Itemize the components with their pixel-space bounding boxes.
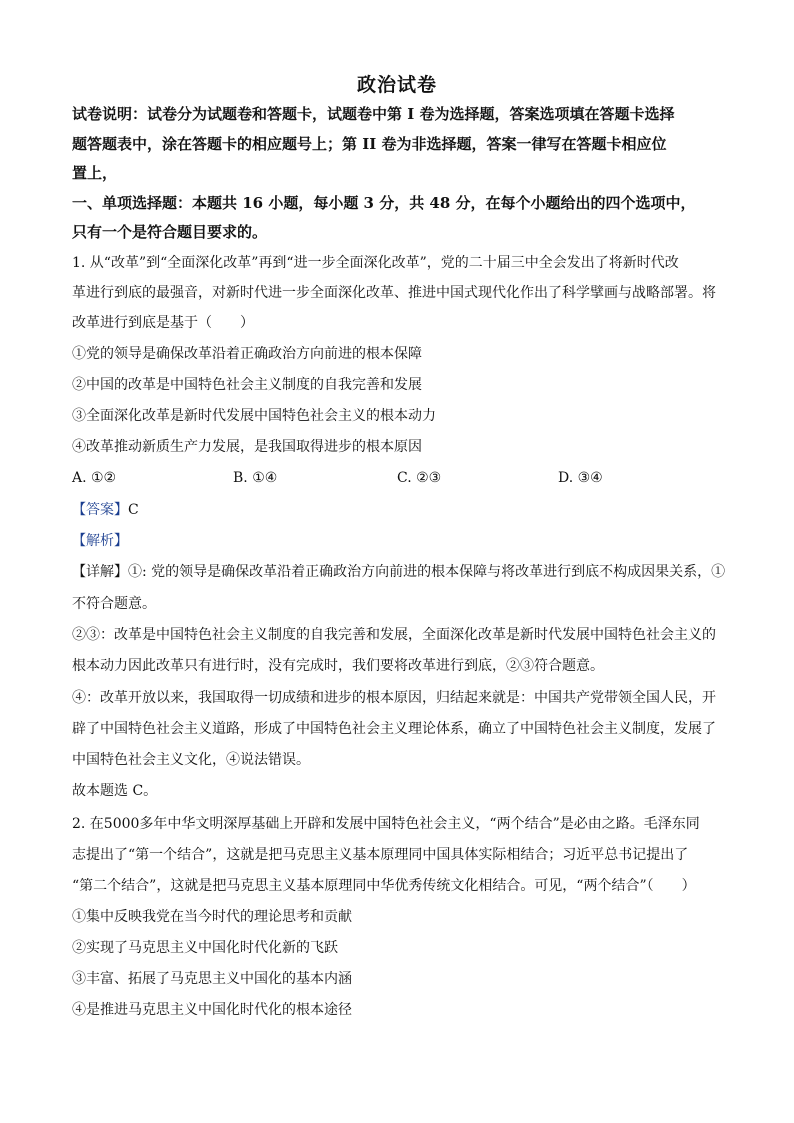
q2-stem-line-2: 志提出了“第一个结合”，这就是把马克思主义基本原理同中国具体实际相结合；习近平总书记提出了 — [72, 847, 689, 863]
q1-detail-line-5: ④：改革开放以来，我国取得一切成绩和进步的根本原因，归结起来就是：中国共产党带领全国人民，开 — [72, 690, 716, 706]
q2-stem-line-1: 2. 在5000多年中华文明深厚基础上开辟和发展中国特色社会主义，“两个结合”是必由之路。毛泽东同 — [72, 816, 700, 832]
q1-conclusion: 故本题选 C。 — [72, 783, 158, 799]
q2-statement-1: ①集中反映我党在当今时代的理论思考和贡献 — [72, 909, 352, 925]
q1-detail-line-3: ②③：改革是中国特色社会主义制度的自我完善和发展，全面深化改革是新时代发展中国特色社会主义的 — [72, 627, 716, 643]
instructions-line-3: 置上， — [72, 164, 118, 182]
q1-option-d: D. ③④ — [558, 470, 603, 486]
q1-option-b: B. ①④ — [233, 470, 278, 486]
detail-tag: 【详解】 — [72, 564, 128, 580]
instructions-line-1: 试卷说明：试卷分为试题卷和答题卡，试题卷中第 I 卷为选择题，答案选项填在答题卡选择 — [72, 105, 675, 123]
section-heading-line-1: 一、单项选择题：本题共 16 小题，每小题 3 分，共 48 分，在每个小题给出的四个选项中， — [72, 194, 696, 212]
q1-detail-line-4: 根本动力因此改革只有进行时，没有完成时，我们要将改革进行到底，②③符合题意。 — [72, 658, 604, 674]
page-title: 政治试卷 — [356, 74, 437, 96]
q1-analysis-tag — [72, 531, 722, 551]
q1-statement-3: ③全面深化改革是新时代发展中国特色社会主义的根本动力 — [72, 408, 436, 424]
q1-stem-line-3: 改革进行到底是基于（ ） — [72, 315, 254, 331]
q1-statement-2: ②中国的改革是中国特色社会主义制度的自我完善和发展 — [72, 377, 422, 393]
q1-detail-line-1 — [72, 562, 726, 582]
q1-statement-1: ①党的领导是确保改革沿着正确政治方向前进的根本保障 — [72, 346, 422, 362]
q1-option-c: C. ②③ — [397, 470, 442, 486]
q1-detail-line-7: 中国特色社会主义文化，④说法错误。 — [72, 752, 310, 768]
instructions-line-2: 题答题表中，涂在答题卡的相应题号上；第 II 卷为非选择题，答案一律写在答题卡相应位 — [72, 135, 667, 153]
q1-detail-line-6: 辟了中国特色社会主义道路，形成了中国特色社会主义理论体系，确立了中国特色社会主义制度，发展了 — [72, 721, 716, 737]
q1-answer — [72, 500, 722, 520]
q1-stem-line-2: 革进行到底的最强音，对新时代进一步全面深化改革、推进中国式现代化作出了科学擘画与战略部署。将 — [72, 285, 716, 301]
answer-tag: 【答案】 — [72, 502, 128, 518]
q2-statement-2: ②实现了马克思主义中国化时代化新的飞跃 — [72, 940, 338, 956]
q2-stem-line-3: “第二个结合”，这就是把马克思主义基本原理同中华优秀传统文化相结合。可见，“两个结合”（ ） — [72, 878, 696, 894]
answer-value: C — [128, 502, 139, 518]
q2-statement-4: ④是推进马克思主义中国化时代化的根本途径 — [72, 1002, 352, 1018]
q1-stem-line-1: 1. 从“改革”到“全面深化改革”再到“进一步全面深化改革”，党的二十届三中全会发出了将新时代改 — [72, 255, 679, 271]
q1-statement-4: ④改革推动新质生产力发展，是我国取得进步的根本原因 — [72, 439, 422, 455]
detail-text-1: ①: 党的领导是确保改革沿着正确政治方向前进的根本保障与将改革进行到底不构成因果关系，① — [128, 564, 726, 580]
analysis-tag: 【解析】 — [72, 533, 128, 549]
section-heading-line-2: 只有一个是符合题目要求的。 — [72, 223, 268, 241]
q1-detail-line-2: 不符合题意。 — [72, 596, 156, 612]
q2-statement-3: ③丰富、拓展了马克思主义中国化的基本内涵 — [72, 971, 352, 987]
q1-option-a: A. ①② — [72, 470, 117, 486]
